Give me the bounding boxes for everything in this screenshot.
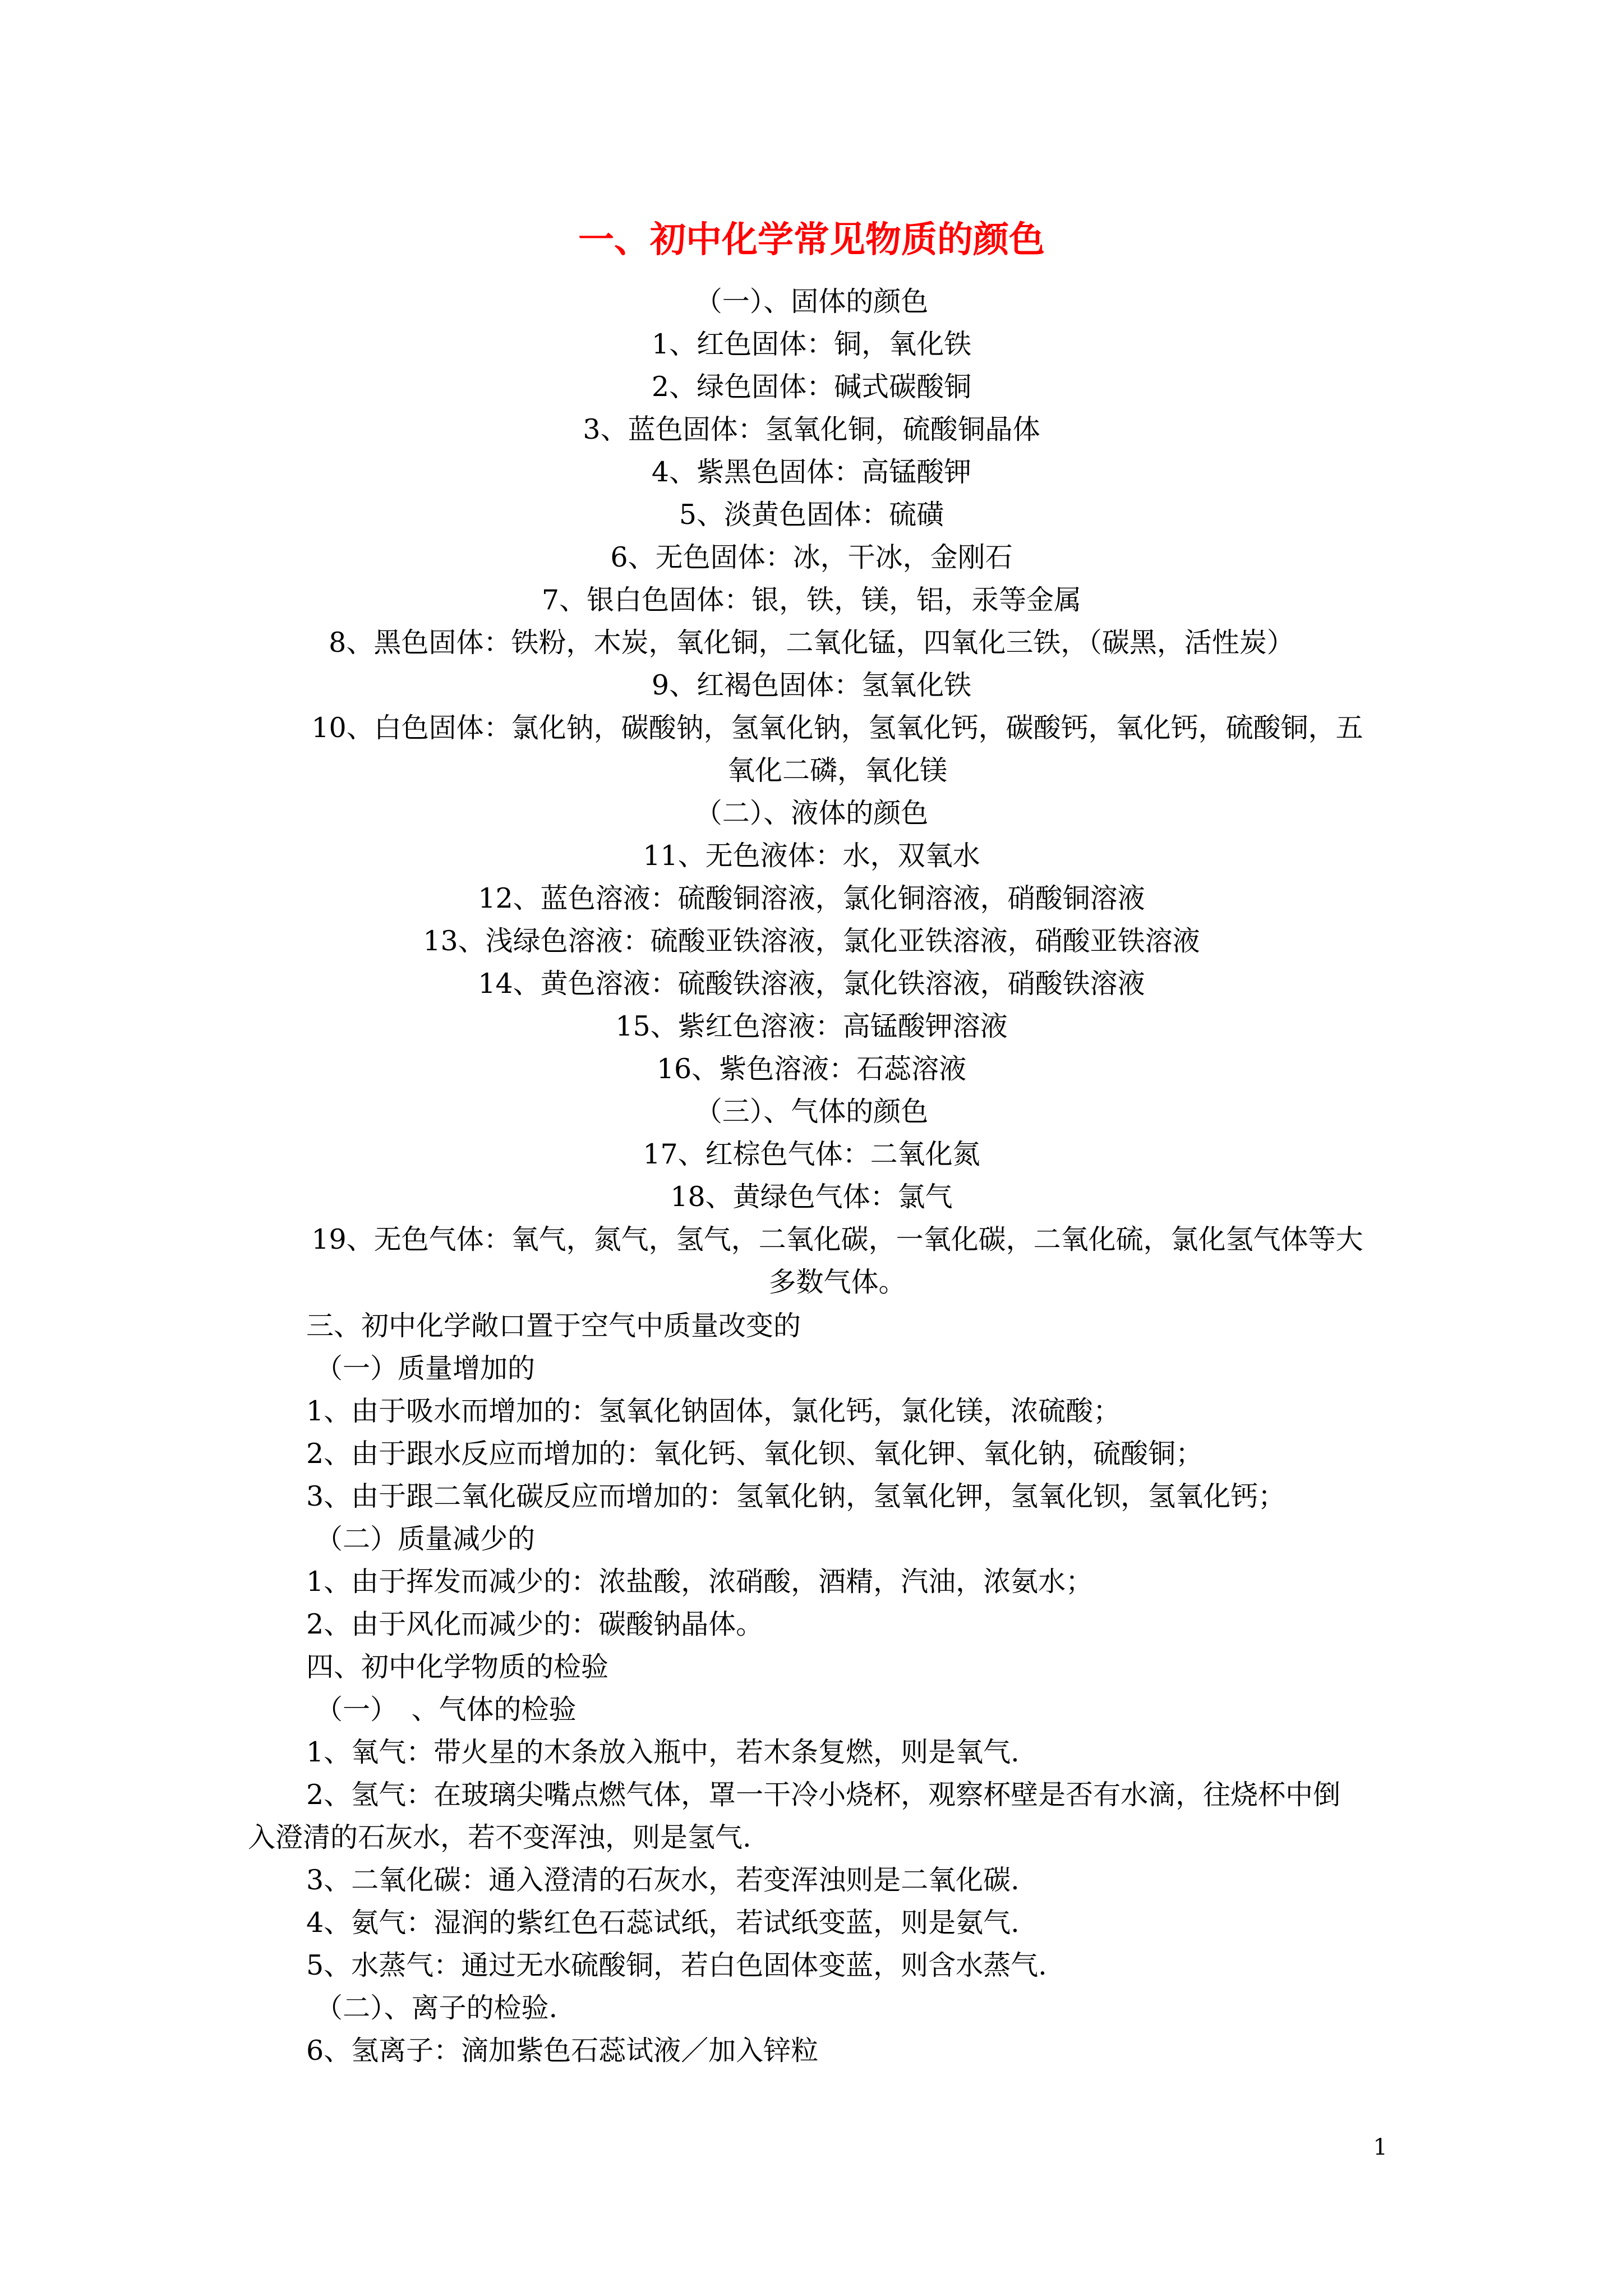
subsection-heading: （二）、离子的检验.	[315, 1992, 558, 2024]
subsection-heading: （一）质量增加的	[315, 1352, 536, 1384]
list-item-line: 19、无色气体：氧气，氮气，氢气，二氧化碳，一氧化碳，二氧化硫，氯化氢气体等大	[311, 1223, 1363, 1255]
mass-and-test-section	[0, 1305, 1623, 2072]
list-item: 5、淡黄色固体：硫磺	[679, 499, 944, 531]
list-item: 2、由于跟水反应而增加的：氧化钙、氧化钡、氧化钾、氧化钠，硫酸铜；	[306, 1438, 1204, 1470]
section-heading: 三、初中化学敞口置于空气中质量改变的	[306, 1310, 801, 1342]
colors-section	[0, 280, 1623, 1304]
list-item: 7、银白色固体：银，铁，镁，铝，汞等金属	[541, 584, 1082, 616]
list-item: 2、氢气：在玻璃尖嘴点燃气体，罩一干冷小烧杯，观察杯壁是否有水滴，往烧杯中倒	[306, 1779, 1341, 1811]
list-item: 6、无色固体：冰，干冰，金刚石	[610, 541, 1013, 573]
list-item: 13、浅绿色溶液：硫酸亚铁溶液，氯化亚铁溶液，硝酸亚铁溶液	[423, 925, 1200, 957]
list-item: 1、由于吸水而增加的：氢氧化钠固体，氯化钙，氯化镁，浓硫酸；	[306, 1395, 1121, 1427]
list-item: 2、由于风化而减少的：碳酸钠晶体。	[306, 1608, 764, 1640]
list-item: 1、红色固体：铜，氧化铁	[651, 328, 972, 360]
list-item: 1、由于挥发而减少的：浓盐酸，浓硝酸，酒精，汽油，浓氨水；	[306, 1566, 1094, 1598]
liquid-heading: （二）、液体的颜色	[694, 797, 929, 829]
gas-heading: （三）、气体的颜色	[694, 1096, 929, 1128]
list-item-line: 10、白色固体：氯化钠，碳酸钠，氢氧化钠，氢氧化钙，碳酸钙，氧化钙，硫酸铜，五	[311, 712, 1363, 744]
solid-heading: （一）、固体的颜色	[694, 286, 929, 318]
section-heading: 四、初中化学物质的检验	[306, 1651, 609, 1683]
list-item: 1、氧气：带火星的木条放入瓶中，若木条复燃，则是氧气.	[306, 1736, 1020, 1768]
subsection-heading: （一） 、气体的检验	[315, 1694, 577, 1726]
page-number: 1	[1373, 2134, 1387, 2160]
list-item: 3、蓝色固体：氢氧化铜，硫酸铜晶体	[583, 413, 1040, 445]
subsection-heading: （二）质量减少的	[315, 1523, 536, 1555]
list-item: 16、紫色溶液：石蕊溶液	[656, 1053, 967, 1085]
page-title: 一、初中化学常见物质的颜色	[578, 219, 1045, 261]
list-item: 3、由于跟二氧化碳反应而增加的：氢氧化钠，氢氧化钾，氢氧化钡，氢氧化钙；	[306, 1480, 1286, 1512]
list-item: 5、水蒸气：通过无水硫酸铜，若白色固体变蓝，则含水蒸气.	[306, 1949, 1047, 1981]
list-item: 18、黄绿色气体：氯气	[670, 1181, 953, 1213]
list-item: 4、氨气：湿润的紫红色石蕊试纸，若试纸变蓝，则是氨气.	[306, 1907, 1020, 1939]
list-item: 11、无色液体：水，双氧水	[643, 840, 980, 872]
list-item: 12、蓝色溶液：硫酸铜溶液，氯化铜溶液，硝酸铜溶液	[478, 882, 1145, 914]
list-item: 15、紫红色溶液：高锰酸钾溶液	[615, 1010, 1008, 1042]
list-item: 4、紫黑色固体：高锰酸钾	[651, 456, 972, 488]
list-item: 6、氢离子：滴加紫色石蕊试液／加入锌粒	[306, 2035, 819, 2067]
list-item-wrapped	[288, 1218, 1387, 1304]
list-item-continuation: 入澄清的石灰水，若不变浑浊，则是氢气.	[248, 1821, 751, 1853]
list-item: 3、二氧化碳：通入澄清的石灰水，若变浑浊则是二氧化碳.	[306, 1864, 1020, 1896]
list-item: 8、黑色固体：铁粉，木炭，氧化铜，二氧化锰，四氧化三铁，（碳黑，活性炭）	[329, 627, 1294, 659]
list-item-line: 氧化二磷，氧化镁	[727, 754, 947, 786]
list-item: 14、黄色溶液：硫酸铁溶液，氯化铁溶液，硝酸铁溶液	[478, 968, 1145, 1000]
list-item-line: 多数气体。	[768, 1266, 906, 1298]
list-item: 9、红褐色固体：氢氧化铁	[651, 669, 972, 701]
list-item: 2、绿色固体：碱式碳酸铜	[651, 371, 972, 403]
list-item-wrapped	[288, 707, 1387, 792]
list-item: 17、红棕色气体：二氧化氮	[643, 1138, 980, 1170]
